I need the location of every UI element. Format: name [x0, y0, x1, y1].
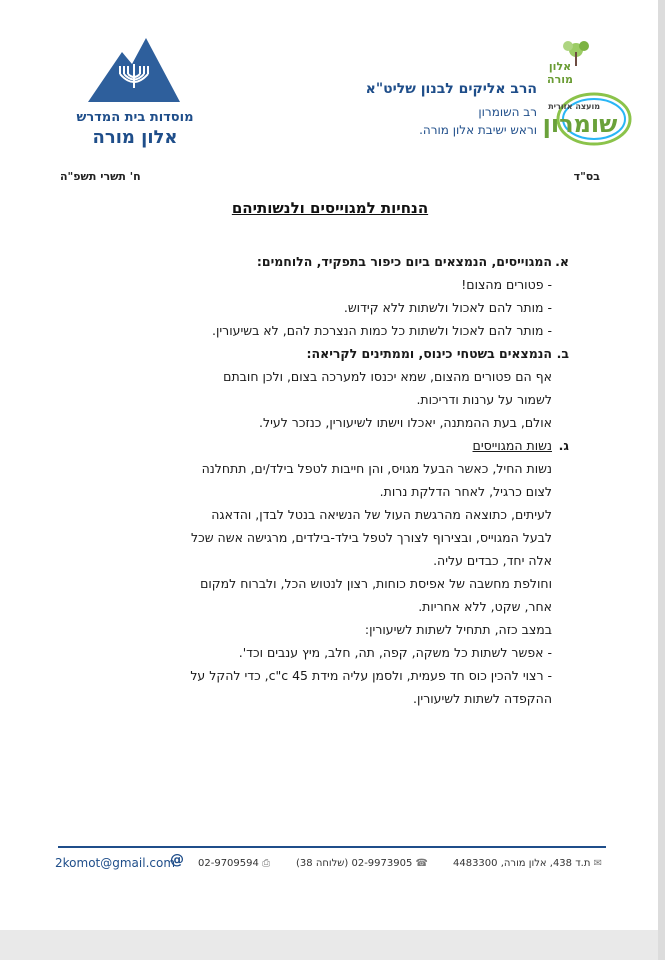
paragraph: - מותר להם לאכול ולשתות ללא קידוש. — [343, 300, 552, 315]
bsd-mark: בס"ד — [573, 170, 600, 183]
section-a — [190, 250, 569, 342]
footer-email[interactable]: 2komot@gmail.com — [55, 856, 176, 870]
fax-number: 02-9709594 — [198, 858, 259, 869]
paragraph: במצב כזה, תתחיל לשתות לשיעורין: — [364, 622, 552, 637]
section-letter: ב. — [556, 346, 569, 361]
shomron-council-label: מועצה אזורית — [548, 102, 600, 111]
section-letter: ג. — [558, 438, 569, 453]
paragraph: - מותר להם לאכול ולשתות כל כמות הנצרכת להם, לא בשיעורין. — [211, 323, 552, 338]
document-body — [190, 250, 569, 710]
rabbi-name: הרב אליקים לבנון שליט"א — [365, 81, 537, 97]
paragraph: אולם, בעת ההמתנה, יאכלו וישתו לשיעורין, כנזכר לעיל. — [259, 415, 552, 430]
section-b — [190, 342, 569, 434]
footer-divider — [58, 846, 606, 848]
paragraph: לעיתים, כתוצאה מהרגשת העול של הנשיאה בנטל לבדן, והדאגה לבעל המגוייס, ובצירוף לצורך לטפל בילד-בילדים, מרגישה אשה שכל אלה יחד, כבדים עליה. — [191, 507, 552, 568]
section-heading: הנמצאים בשטחי כינוס, וממתינים לקריאה: — [306, 346, 552, 361]
rabbi-title-1: רב השומרון — [478, 105, 537, 119]
section-c — [190, 434, 569, 710]
page-edge — [658, 0, 665, 960]
institution-name-line2: אלון מורה — [92, 127, 178, 148]
document-title: הנחיות למגוייסים ולנשותיהם — [231, 199, 429, 217]
fax-icon: ⎙ — [262, 858, 271, 869]
section-heading: נשות המגוייסים — [472, 438, 552, 453]
paragraph: וחולפת מחשבה של אפיסת כוחות, רצון לנטוש הכל, ולברוח למקום אחר, שקט, ללא אחריות. — [200, 576, 552, 614]
document-date: ח' תשרי תשפ"ה — [60, 170, 141, 183]
paragraph: - פטורים מהצום! — [461, 277, 552, 292]
paragraph: - אפשר לשתות כל משקה, קפה, תה, חלב, מיץ ענבים וכד'. — [238, 645, 552, 660]
elon-more-logo-text: אלון מורה — [547, 60, 573, 86]
institution-name-line1: מוסדות בית המדרש — [76, 110, 194, 125]
footer-phone — [292, 858, 432, 869]
envelope-icon: ✉ — [593, 858, 602, 869]
shomron-council-name: שומרון — [542, 110, 618, 138]
section-letter: א. — [555, 254, 569, 269]
rabbi-title-2: וראש ישיבת אלון מורה. — [419, 123, 537, 137]
at-sign-icon: @ — [170, 852, 184, 868]
phone-icon: ☎ — [415, 858, 428, 869]
institution-logo — [88, 36, 180, 106]
section-heading: המגוייסים, הנמצאים ביום כיפור בתפקיד, הלוחמים: — [256, 254, 552, 269]
paragraph: אף הם פטורים מהצום, שמא יכנסו למערכה בצום, ולכן חובתם לשמור על ערנות ודריכות. — [223, 369, 552, 407]
footer-address — [440, 858, 602, 869]
phone-number: 02-9973905 (שלוחה 38) — [296, 858, 413, 869]
address-text: ת.ד 438, אלון מורה, 4483300 — [452, 858, 591, 869]
paragraph: - רצוי להכין כוס חד פעמית, ולסמן עליה מידת 45 c"c, כדי להקל על ההקפדה לשתות לשיעורין. — [190, 668, 552, 706]
page-bottom-margin — [0, 930, 658, 960]
paragraph: נשות החיל, כאשר הבעל מגויס, והן חייבות לטפל בילד/ים, תתחלנה לצום כרגיל, לאחר הדלקת נרות. — [201, 461, 552, 499]
footer-fax — [198, 858, 288, 869]
